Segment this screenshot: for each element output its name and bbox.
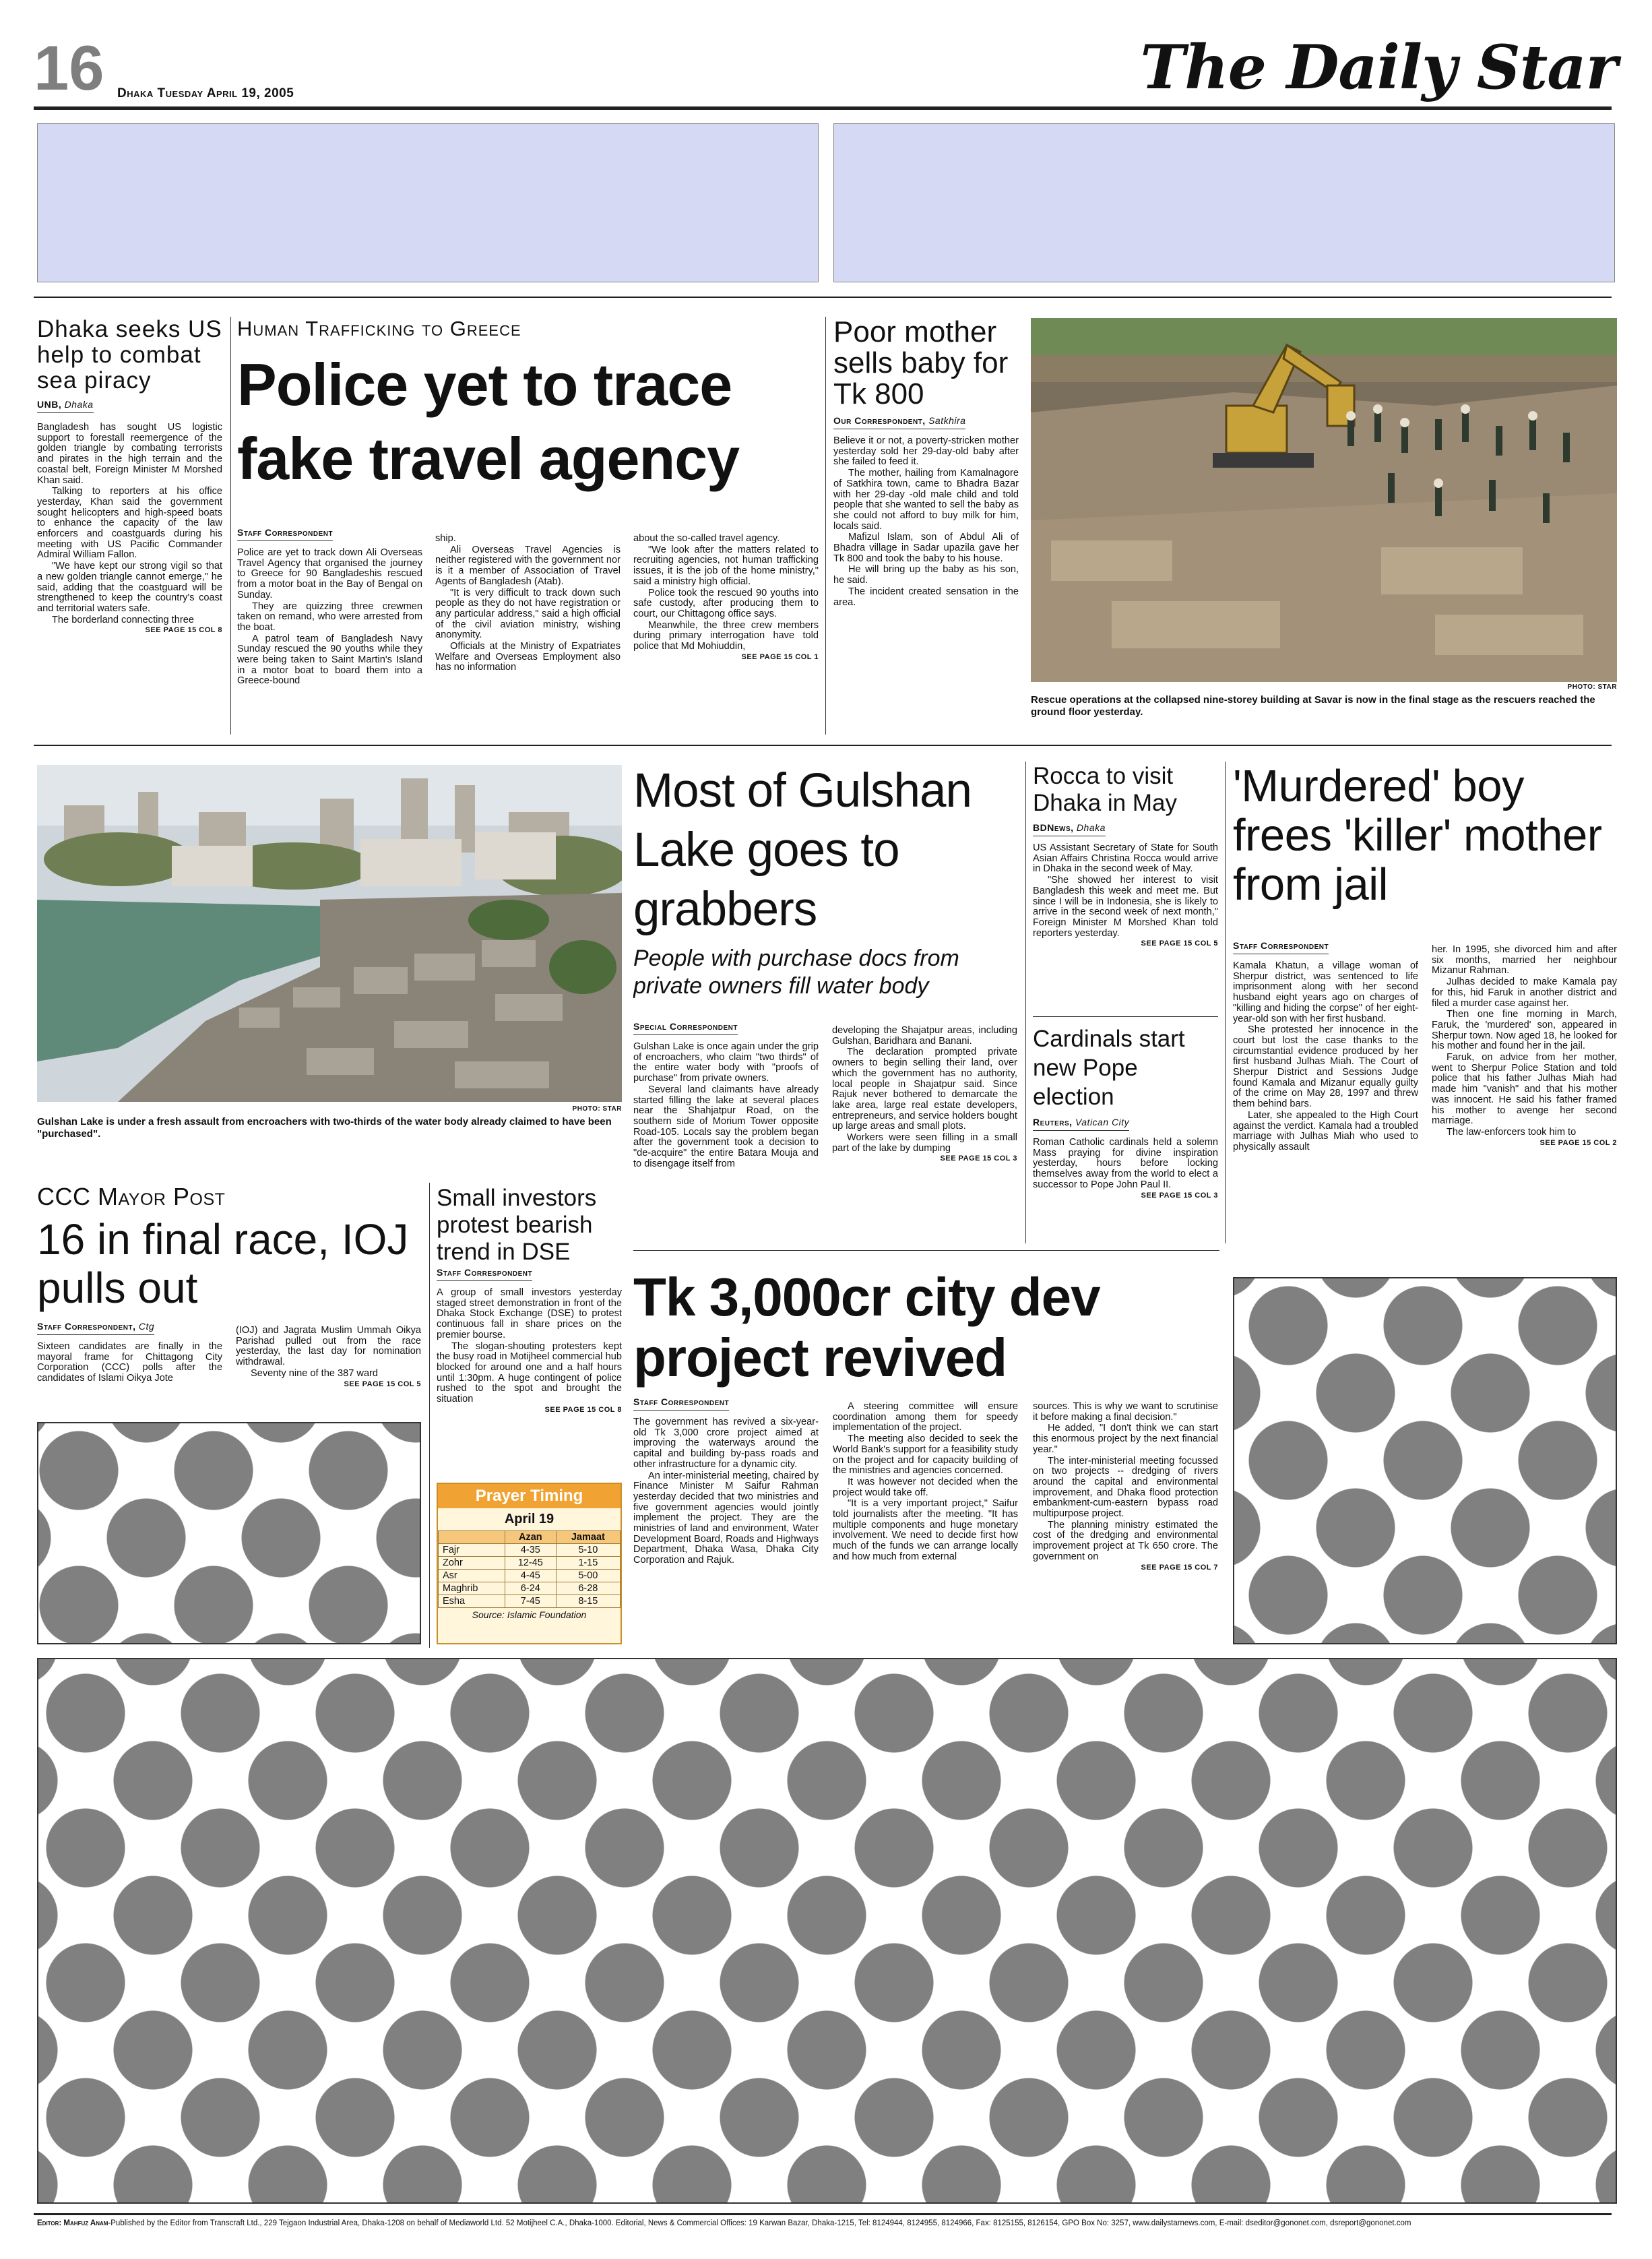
paragraph: developing the Shajatpur areas, including Gulshan, Baridhara and Banani. [832, 1026, 1017, 1047]
photo-credit: PHOTO: STAR [1567, 683, 1617, 691]
jump-link[interactable]: SEE PAGE 15 COL 1 [741, 652, 819, 661]
story-column [435, 534, 621, 729]
headline[interactable]: Police yet to trace fake travel agency [237, 351, 740, 492]
kicker: Human Trafficking to Greece [237, 317, 521, 340]
headline[interactable]: Poor mother sells baby for Tk 800 [833, 317, 1009, 410]
ad-space-bottom[interactable] [37, 1658, 1617, 2204]
paragraph: Sixteen candidates are finally in the mayoral frame for Chittagong City Corporation (CCC) polls after the candidates of Islami Oikya Jote [37, 1341, 222, 1384]
prayer-timing-box [437, 1483, 622, 1644]
paragraph: US Assistant Secretary of State for South Asian Affairs Christina Rocca would arrive in Dhaka in the second week of May. [1033, 842, 1218, 875]
story-column [1033, 1402, 1218, 1644]
paragraph: The slogan-shouting protesters kept the busy road in Motijheel commercial hub blocked for around one and a half hours until 1:30pm. A huge contingent of police rushed to the spot and brought the situation [437, 1340, 622, 1405]
byline: BDNews, Dhaka [1033, 822, 1106, 836]
paragraph: Talking to reporters at his office yesterday, Khan said the government sought helicopters and high-speed boats to enhance the capacity of the law enforcers and coastguards during his meeting with US Pacific Commander Admiral William Fallon. [37, 486, 222, 561]
jump-link[interactable]: SEE PAGE 15 COL 2 [1539, 1138, 1617, 1147]
paragraph: (IOJ) and Jagrata Muslim Ummah Oikya Parishad pulled out from the race yesterday, the last day for nomination withdrawal. [236, 1326, 421, 1368]
table-row: Zohr 12-45 1-15 [439, 1557, 621, 1570]
paragraph: Bangladesh has sought US logistic support to forestall reemergence of the golden triangle by combating terrorists and pirates in the high terrain and the coastal belt, Foreign Minister M Morshed Khan said. [37, 422, 222, 486]
story-dse-protest [437, 1185, 622, 1454]
byline: UNB, Dhaka [37, 399, 94, 413]
jump-link[interactable]: SEE PAGE 15 COL 5 [1141, 939, 1218, 948]
story-column [633, 1396, 819, 1644]
table-row: Asr 4-45 5-00 [439, 1570, 621, 1582]
kicker: CCC Mayor Post [37, 1183, 226, 1210]
column-header: Azan [505, 1531, 556, 1544]
jump-link[interactable]: SEE PAGE 15 COL 5 [344, 1380, 421, 1388]
byline: Staff Correspondent [1233, 940, 1329, 954]
story-column [1432, 945, 1617, 1240]
jump-link[interactable]: SEE PAGE 15 COL 8 [145, 626, 222, 635]
headline[interactable]: Dhaka seeks US help to combat sea piracy [37, 317, 222, 394]
story-murdered-boy [1233, 762, 1617, 1240]
paragraph: They are quizzing three crewmen taken on remand, who were arrested from the boat. [237, 600, 422, 633]
byline: Staff Correspondent [237, 527, 333, 541]
story-fake-travel-agency [237, 317, 819, 735]
jump-link[interactable]: SEE PAGE 15 COL 3 [1141, 1191, 1218, 1200]
prayer-date: April 19 [504, 1512, 554, 1526]
paragraph: "She showed her interest to visit Bangladesh this week and meet me. But since I will be in Indonesia, she is likely to arrive in the second week of next month," Foreign Minister M Morshed Khan told reporters yesterday. [1033, 875, 1218, 939]
byline: Reuters, Vatican City [1033, 1117, 1129, 1131]
dateline: Dhaka Tuesday April 19, 2005 [117, 86, 294, 100]
masthead: The Daily Star [1140, 32, 1617, 103]
paragraph: She protested her innocence in the court but lost the case thanks to the circumstantial evidence produced by her first husband Julhas Miah. The Court of Sherpur District and Sessions Judge found Kamala and Mizanur equally guilty of the crime on May 28, 1997 and threw them behind bars. [1233, 1024, 1418, 1110]
page-header [34, 34, 1617, 108]
jump-link[interactable]: SEE PAGE 15 COL 8 [544, 1405, 622, 1414]
byline: Staff Correspondent [437, 1267, 532, 1281]
headline[interactable]: Most of Gulshan Lake goes to grabbers [633, 764, 972, 936]
paragraph: The government has revived a six-year-old Tk 3,000 crore project aimed at improving the waterways around the capital and building by-pass roads and other infrastructure for a dynamic city. [633, 1417, 819, 1470]
paragraph: Gulshan Lake is once again under the grip of encroachers, who claim "two thirds" of the entire water body with "proofs of purchase" from private owners. [633, 1041, 819, 1084]
paragraph: about the so-called travel agency. [633, 534, 780, 544]
story-column [833, 1402, 1018, 1644]
gulshan-lake-photo[interactable] [37, 765, 622, 1102]
paragraph: Seventy nine of the 387 ward [251, 1367, 379, 1379]
story-city-dev-project [633, 1267, 1218, 1644]
paragraph: A patrol team of Bangladesh Navy Sunday rescued the 90 youths while they were being taken to Saint Martin's Island in a motor boat to board them into a Greece-bound [237, 633, 422, 687]
paragraph: The planning ministry estimated the cost of the dredging and environmental improvement project at Tk 650 crore. The government on [1033, 1519, 1218, 1562]
paragraph: He added, "I don't think we can start this enormous project by the next financial year." [1033, 1423, 1218, 1455]
paragraph: Then one fine morning in March, Faruk, the 'murdered' son, appeared in Sherpur town. Now aged 18, he looked for his mother and found her in the jail. [1432, 1009, 1617, 1052]
jump-link[interactable]: SEE PAGE 15 COL 7 [1141, 1563, 1218, 1572]
paragraph: The law-enforcers took him to [1447, 1126, 1577, 1138]
story-sea-piracy [37, 317, 222, 735]
paragraph: A group of small investors yesterday staged street demonstration in front of the Dhaka Stock Exchange (DSE) to protest continuous fall in share prices on the premier bourse. [437, 1287, 622, 1340]
story-mother-sells-baby [833, 317, 1019, 735]
editor-label: Editor: Mahfuz Anam [37, 2219, 108, 2227]
photo-caption: Rescue operations at the collapsed nine-storey building at Savar is now in the final stage as the rescuers reached the ground floor yesterday. [1031, 694, 1595, 718]
table-row: Esha 7-45 8-15 [439, 1595, 621, 1608]
paragraph: Officials at the Ministry of Expatriates Welfare and Overseas Employment also has no information [435, 641, 621, 673]
paragraph: "It is very difficult to track down such people as they do not have registration or any particular address," said a high official of the civil aviation ministry, wishing anonymity. [435, 587, 621, 641]
lake-scene-illustration [37, 765, 622, 1102]
paragraph: Meanwhile, the three crew members during primary interrogation have told police that Md Mohiuddin, [633, 619, 819, 652]
headline[interactable]: Cardinals start new Pope election [1033, 1026, 1185, 1110]
story-column [832, 1026, 1017, 1233]
footer-imprint [37, 2219, 1617, 2227]
photo-credit: PHOTO: STAR [572, 1105, 622, 1113]
paragraph: He will bring up the baby as his son, he said. [833, 564, 1019, 586]
byline: Our Correspondent, Satkhira [833, 415, 965, 429]
story-column [1233, 940, 1418, 1240]
headline[interactable]: 16 in final race, IOJ pulls out [37, 1215, 409, 1312]
imprint-text: -Published by the Editor from Transcraft Ltd., 229 Tejgaon Industrial Area, Dhaka-1208 on behalf of Mediaworld Ltd. 52 Motijheel C.A., Dhaka-1000. Editorial, News & Commercial Offices: 19 Karwan Bazar, Dhaka-1215, Tel: 8124944, 8124955, 8124966, Fax: 8125155, 8126154, GPO Box No: 3257, www.dailystarnews.com, E-mail: dseditor@gononet.com, dsreport@gononet.com [108, 2219, 1411, 2227]
prayer-title: Prayer Timing [438, 1484, 621, 1508]
story-column [236, 1326, 421, 1415]
headline[interactable]: Small investors protest bearish trend in DSE [437, 1185, 597, 1265]
prayer-table [438, 1530, 621, 1608]
paragraph: Police took the rescued 90 youths into safe custody, after producing them to court, our Chittagong office says. [633, 587, 819, 619]
paragraph: Ali Overseas Travel Agencies is neither registered with the government nor is it a member of Association of Travel Agents of Bangladesh (Atab). [435, 544, 621, 587]
paragraph: ship. [435, 534, 456, 544]
ad-banner-left[interactable] [37, 123, 819, 282]
paragraph: The borderland connecting three [52, 614, 194, 625]
paragraph: The meeting also decided to seek the World Bank's support for a feasibility study on the project and for capacity building of the ministries and agencies concerned. [833, 1433, 1018, 1477]
byline: Staff Correspondent, Ctg [37, 1321, 154, 1335]
story-body [37, 423, 222, 625]
headline[interactable]: Tk 3,000cr city dev project revived [633, 1267, 1100, 1388]
story-column [633, 1021, 819, 1233]
paragraph: Kamala Khatun, a village woman of Sherpur district, was sentenced to life imprisonment along with her second husband eight years ago on charges of "killing and hiding the corpse" of her eight-year-old son with her first husband. [1233, 960, 1418, 1024]
paragraph: The incident created sensation in the area. [833, 586, 1019, 608]
column-header: Jamaat [556, 1531, 620, 1544]
paragraph: Roman Catholic cardinals held a solemn Mass praying for divine inspiration yesterday, hours before locking themselves away from the world to elect a successor to Pope John Paul II. [1033, 1137, 1218, 1190]
prayer-source: Source: Islamic Foundation [472, 1609, 587, 1620]
page-number: 16 [34, 32, 104, 103]
deck: People with purchase docs from private owners fill water body [633, 946, 959, 999]
rescue-scene-illustration [1031, 318, 1617, 682]
paragraph: "It is a very important project," Saifur told journalists after the meeting. "It has multiple components and huge monetary involvement. We need to decide first how much of the funds we can arrange locally and how much from external [833, 1498, 1018, 1562]
story-column [237, 527, 422, 729]
story-column [37, 1321, 222, 1415]
story-rocca-visit [1033, 763, 1218, 1012]
story-pope-election [1033, 1024, 1218, 1243]
table-row: Fajr 4-35 5-10 [439, 1544, 621, 1557]
story-column [633, 534, 819, 729]
byline: Special Correspondent [633, 1021, 738, 1035]
paragraph: sources. This is why we want to scrutinise it before making a final decision." [1033, 1402, 1218, 1423]
paragraph: A steering committee will ensure coordination among them for speedy implementation of the project. [833, 1402, 1018, 1433]
paragraph: "We have kept our strong vigil so that a new golden triangle cannot emerge," he said, adding that the coastguard will be strengthened to keep the country's coast and territorial waters safe. [37, 561, 222, 614]
paragraph: The inter-ministerial meeting focussed on two projects -- dredging of rivers around the capital and environmental improvement, and Dhaka flood protection embankment-cum-eastern bypass road multipurpose project. [1033, 1455, 1218, 1520]
paragraph: Several land claimants have already started filling the lake at several places near the Shahjatpur Road, on the southern side of Morium Tower opposite Road-105. Locals say the problem began after the government took a decision to "de-acquire" the entire Batara Mouja and to disengage itself from [633, 1084, 819, 1169]
paragraph: Workers were seen filling in a small part of the lake by dumping [832, 1132, 1017, 1154]
headline[interactable]: Rocca to visit Dhaka in May [1033, 763, 1177, 816]
photo-caption: Gulshan Lake is under a fresh assault from encroachers with two-thirds of the water body already claimed to have been "purchased". [37, 1116, 612, 1140]
rescue-operation-photo[interactable] [1031, 318, 1617, 682]
story-gulshan-lake [633, 762, 1017, 1233]
ad-banner-right[interactable] [833, 123, 1615, 282]
headline[interactable]: 'Murdered' boy frees 'killer' mother from jail [1233, 762, 1602, 910]
paragraph: Faruk, on advice from her mother, went to Sherpur Police Station and told police that his father Julhas Miah had made him "vanish" and that his mother was innocent. He said his father framed his mother to avenge her second marriage. [1432, 1052, 1617, 1127]
paragraph: Police are yet to track down Ali Overseas Travel Agency that organised the journey to Greece for 90 Bangladeshis rescued from a motor boat in the Bay of Bengal on Sunday. [237, 547, 422, 600]
ad-space-right[interactable] [1233, 1277, 1617, 1644]
paragraph: The mother, hailing from Kamalnagore of Satkhira town, came to Bhadra Bazar with her 29-day -old male child and told people that she wanted to sell the baby as she could not afford to buy milk for him, locals said. [833, 468, 1019, 532]
ad-space-left[interactable] [37, 1422, 421, 1644]
paragraph: her. In 1995, she divorced him and after six months, married her neighbour Mizanur Rahman. [1432, 945, 1617, 977]
paragraph: Later, she appealed to the High Court against the verdict. Kamala had a troubled marriage with Julhas Miah who used to physically assault [1233, 1109, 1418, 1152]
paragraph: Mafizul Islam, son of Abdul Ali of Bhadra village in Sadar upazila gave her Tk 800 and took the baby to his house. [833, 532, 1019, 564]
paragraph: "We look after the matters related to recruiting agencies, not human trafficking issues, it is the job of the home ministry," said a ministry high official. [633, 544, 819, 587]
table-row: Maghrib 6-24 6-28 [439, 1582, 621, 1595]
paragraph: Julhas decided to make Kamala pay for this, hid Faruk in another district and filed a murder case against her. [1432, 977, 1617, 1009]
paragraph: The declaration prompted private owners to begin selling their land, over which the government has no authority, local people in Shajatpur said. Since Rajuk never bothered to demarcate the lake area, large real estate developers, entrepreneurs, and service holders bought up large areas and small plots. [832, 1047, 1017, 1132]
story-ccc-mayor [37, 1183, 421, 1415]
byline: Staff Correspondent [633, 1396, 729, 1411]
paragraph: It was however not decided when the project would take off. [833, 1476, 1018, 1498]
jump-link[interactable]: SEE PAGE 15 COL 3 [940, 1154, 1017, 1163]
paragraph: Believe it or not, a poverty-stricken mother yesterday sold her 29-day-old baby after she failed to feed it. [833, 435, 1019, 468]
paragraph: An inter-ministerial meeting, chaired by Finance Minister M Saifur Rahman yesterday decided that two ministries and five government agencies would jointly implement the project. They are the ministries of land and environment, Water Development Board, Roads and Highways Department, Dhaka Wasa, Dhaka City Corporation and Rajuk. [633, 1470, 819, 1566]
